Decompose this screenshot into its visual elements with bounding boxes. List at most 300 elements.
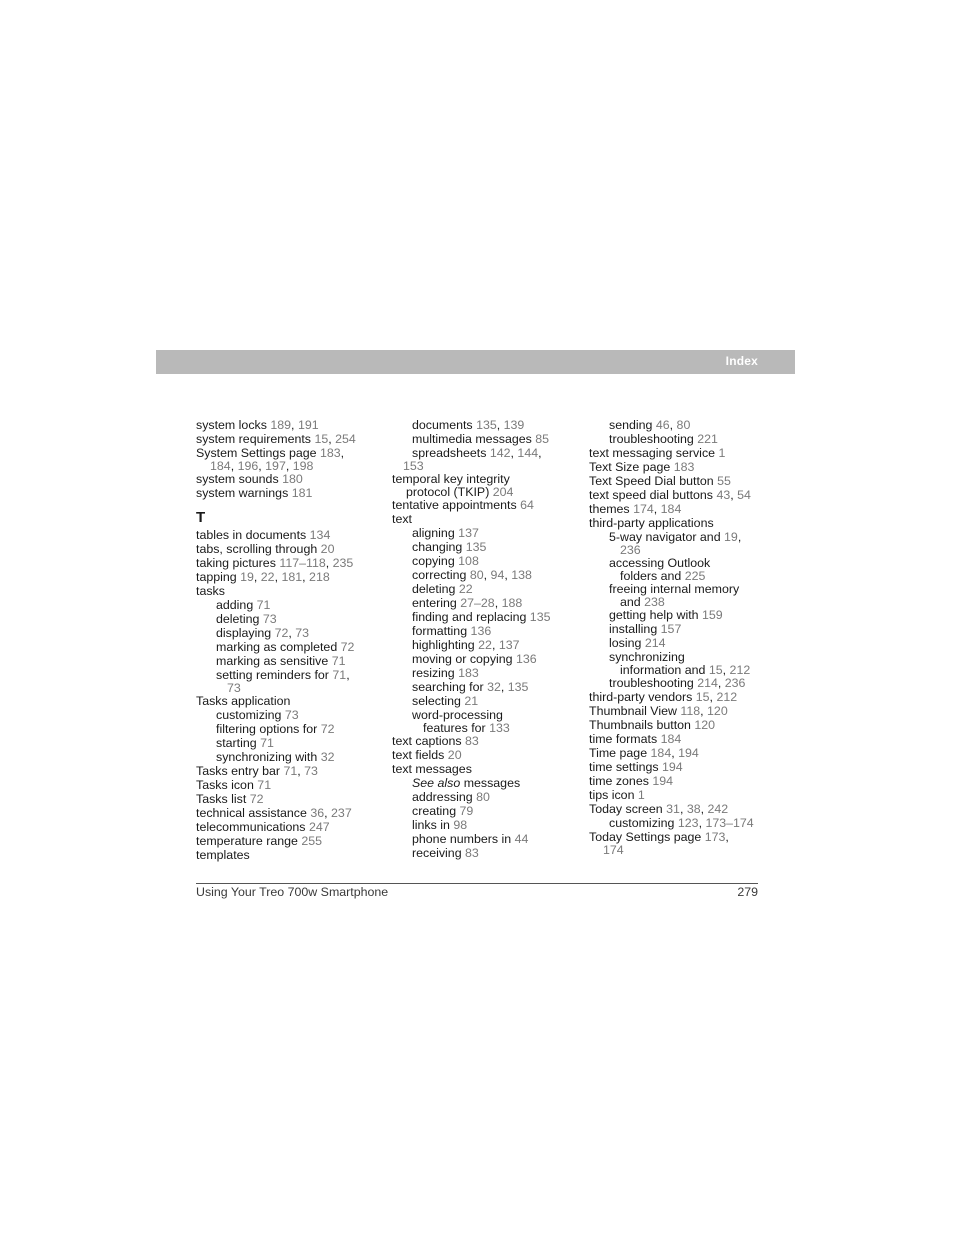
index-entry (196, 764, 381, 778)
entry-term: time formats (589, 732, 661, 746)
footer-book-title: Using Your Treo 700w Smartphone (196, 885, 389, 899)
page-reference: 196 (237, 459, 259, 473)
page-reference: 183 (673, 460, 695, 474)
page-separator: , (494, 596, 502, 610)
page-reference: 83 (465, 734, 479, 748)
entry-term: synchronizing with (216, 750, 321, 764)
entry-term: selecting (412, 694, 465, 708)
entry-term: technical assistance (196, 806, 311, 820)
page-reference: 117–118 (279, 556, 326, 570)
page-reference: 71 (332, 668, 347, 682)
page-separator: , (288, 626, 296, 640)
page-separator: , (346, 668, 350, 682)
entry-term: tips icon (589, 788, 638, 802)
index-entry-continuation (392, 486, 577, 498)
index-entry (196, 694, 381, 708)
index-entry (392, 472, 577, 486)
index-column-2 (392, 418, 577, 860)
entry-term: spreadsheets (412, 446, 490, 460)
index-entry (589, 704, 774, 718)
index-entry (196, 806, 381, 820)
entry-term: multimedia messages (412, 432, 536, 446)
page-reference: 123 (677, 816, 699, 830)
entry-term: system requirements (196, 432, 315, 446)
index-entry (196, 778, 381, 792)
page-reference: 83 (465, 846, 479, 860)
page-reference: 133 (489, 721, 510, 735)
page-reference: 184 (660, 732, 682, 746)
index-entry (589, 788, 774, 802)
index-subentry (392, 540, 577, 554)
entry-term: getting help with (609, 608, 702, 622)
page-reference: 236 (620, 543, 641, 557)
index-subentry (196, 612, 381, 626)
footer-page-number: 279 (737, 885, 758, 899)
page-separator: , (698, 816, 706, 830)
entry-term: Today Settings page (589, 830, 705, 844)
entry-term: highlighting (412, 638, 479, 652)
page-reference: 32 (320, 750, 335, 764)
page-reference: 1 (718, 446, 726, 460)
page-reference: 19 (240, 570, 254, 584)
entry-term: Thumbnail View (589, 704, 681, 718)
page-reference: 194 (662, 760, 683, 774)
page-reference: 180 (282, 472, 303, 486)
entry-term: time zones (589, 774, 653, 788)
index-subentry (589, 556, 774, 570)
entry-term: text fields (392, 748, 448, 762)
index-entry-continuation (589, 570, 774, 582)
index-entry (589, 732, 774, 746)
index-entry (196, 834, 381, 848)
entry-term: searching for (412, 680, 488, 694)
page-separator: , (700, 802, 708, 816)
index-entry (196, 570, 381, 584)
page-reference: 46 (655, 418, 670, 432)
entry-term: Text Size page (589, 460, 674, 474)
page-reference: 72 (274, 626, 289, 640)
page-reference: 138 (511, 568, 532, 582)
page-reference: 242 (707, 802, 729, 816)
entry-term: starting (216, 736, 261, 750)
entry-term: Today screen (589, 802, 667, 816)
entry-term: text messages (392, 762, 472, 776)
entry-term: adding (216, 598, 257, 612)
section-letter: T (196, 509, 206, 526)
index-entry (589, 460, 774, 474)
page-reference: 189 (270, 418, 292, 432)
page-reference: 198 (292, 459, 314, 473)
entry-term: system warnings (196, 486, 292, 500)
page-separator: , (730, 488, 738, 502)
page-reference: 20 (320, 542, 335, 556)
entry-term: text (392, 512, 412, 526)
page-reference: 135 (465, 540, 487, 554)
page-reference: 80 (676, 418, 691, 432)
entry-term: Thumbnails button (589, 718, 695, 732)
index-subentry (196, 736, 381, 750)
entry-term: links in (412, 818, 454, 832)
page-reference: 44 (514, 832, 529, 846)
entry-term: copying (412, 554, 459, 568)
entry-term: receiving (412, 846, 466, 860)
entry-term: messages (463, 776, 521, 790)
entry-term: Tasks application (196, 694, 291, 708)
see-also-label: See also (412, 776, 461, 790)
index-subentry (196, 640, 381, 654)
page-reference: 212 (729, 663, 751, 677)
page-reference: 19 (724, 530, 738, 544)
index-entry (589, 830, 774, 844)
page-reference: 1 (637, 788, 645, 802)
page-reference: 80 (469, 568, 484, 582)
page-separator: , (325, 556, 333, 570)
index-entry (392, 762, 577, 776)
index-entry-continuation (196, 682, 381, 694)
page-separator: , (253, 570, 261, 584)
index-entry (589, 746, 774, 760)
page-reference: 237 (331, 806, 352, 820)
index-entry (196, 418, 381, 432)
entry-term: System Settings page (196, 446, 320, 460)
index-subentry (589, 816, 774, 830)
index-subentry (196, 626, 381, 640)
page-separator: , (725, 830, 729, 844)
entry-term: tasks (196, 584, 225, 598)
index-subentry (589, 418, 774, 432)
entry-term: folders and (620, 569, 685, 583)
entry-term: creating (412, 804, 460, 818)
page-reference: 120 (694, 718, 716, 732)
page-separator: , (722, 663, 730, 677)
index-entry (589, 718, 774, 732)
index-subentry (196, 668, 381, 682)
entry-term: taking pictures (196, 556, 280, 570)
index-entry (392, 734, 577, 748)
entry-term: marking as sensitive (216, 654, 332, 668)
index-entry (196, 792, 381, 806)
index-entry-continuation (392, 722, 577, 734)
page-reference: 218 (309, 570, 330, 584)
page-separator: , (717, 676, 725, 690)
index-subentry (392, 694, 577, 708)
index-column-1 (196, 418, 381, 862)
page-reference: 38 (686, 802, 701, 816)
page-separator: , (510, 446, 518, 460)
entry-term: Tasks list (196, 792, 250, 806)
page-reference: 139 (503, 418, 525, 432)
page-reference: 181 (291, 486, 313, 500)
page-reference: 235 (332, 556, 354, 570)
index-subentry (392, 638, 577, 652)
index-entry (196, 472, 381, 486)
page-reference: 135 (507, 680, 529, 694)
page-separator: , (679, 802, 687, 816)
page-separator: , (483, 568, 491, 582)
index-subentry (196, 654, 381, 668)
index-entry-continuation (196, 460, 381, 472)
page-reference: 85 (535, 432, 550, 446)
page-reference: 174 (603, 843, 624, 857)
entry-term: sending (609, 418, 656, 432)
index-subentry (392, 624, 577, 638)
page-reference: 142 (489, 446, 511, 460)
entry-term: finding and replacing (412, 610, 530, 624)
index-subentry (589, 636, 774, 650)
index-entry (589, 474, 774, 488)
page-reference: 64 (520, 498, 534, 512)
index-entry (196, 446, 381, 460)
page-reference: 204 (492, 485, 514, 499)
page-reference: 181 (281, 570, 303, 584)
entry-term: moving or copying (412, 652, 516, 666)
index-header-bar (156, 350, 795, 374)
index-subentry (589, 608, 774, 622)
index-subentry (196, 598, 381, 612)
page-separator: , (291, 418, 298, 432)
entry-term: Time page (589, 746, 651, 760)
page-reference: 137 (498, 638, 520, 652)
entry-term: marking as completed (216, 640, 341, 654)
entry-term: freeing internal memory (609, 582, 740, 596)
entry-term: documents (412, 418, 477, 432)
index-entry (589, 802, 774, 816)
index-entry (589, 502, 774, 516)
entry-term: entering (412, 596, 461, 610)
page-separator: , (700, 704, 708, 718)
entry-term: information and (620, 663, 709, 677)
page-reference: 73 (295, 626, 310, 640)
page-reference: 73 (304, 764, 318, 778)
page-reference: 236 (724, 676, 746, 690)
page-reference: 184 (210, 459, 231, 473)
page-reference: 36 (310, 806, 325, 820)
page-reference: 255 (301, 834, 323, 848)
page-reference: 71 (257, 778, 272, 792)
entry-term: tentative appointments (392, 498, 521, 512)
index-subentry (392, 790, 577, 804)
entry-term: filtering options for (216, 722, 321, 736)
page-reference: 71 (256, 598, 271, 612)
index-subentry (589, 676, 774, 690)
entry-term: aligning (412, 526, 459, 540)
page-separator: , (737, 530, 742, 544)
index-subentry (392, 554, 577, 568)
page-reference: 32 (487, 680, 501, 694)
index-entry (196, 848, 381, 862)
page-reference: 174 (633, 502, 654, 516)
index-column-3 (589, 418, 774, 856)
page-reference: 184 (660, 502, 682, 516)
index-subentry (392, 818, 577, 832)
page-reference: 136 (516, 652, 537, 666)
entry-term: tapping (196, 570, 241, 584)
page-reference: 20 (447, 748, 462, 762)
entry-term: text speed dial buttons (589, 488, 717, 502)
page-reference: 15 (695, 690, 710, 704)
index-entry (392, 748, 577, 762)
page-separator: , (340, 446, 345, 460)
entry-term: displaying (216, 626, 275, 640)
entry-term: troubleshooting (609, 432, 698, 446)
page-reference: 54 (737, 488, 751, 502)
index-subentry (589, 582, 774, 596)
entry-term: tables in documents (196, 528, 310, 542)
index-entry-continuation (589, 596, 774, 608)
page-reference: 134 (309, 528, 331, 542)
page-reference: 15 (708, 663, 723, 677)
page-reference: 94 (490, 568, 505, 582)
page-reference: 73 (227, 681, 241, 695)
index-subentry (392, 652, 577, 666)
index-subentry (392, 526, 577, 540)
index-subentry (392, 680, 577, 694)
entry-term: addressing (412, 790, 477, 804)
page-reference: 71 (260, 736, 274, 750)
page-separator: , (297, 764, 305, 778)
entry-term: word-processing (412, 708, 503, 722)
entry-term: telecommunications (196, 820, 309, 834)
index-entry-continuation (589, 544, 774, 556)
page-reference: 72 (249, 792, 264, 806)
index-entry (196, 820, 381, 834)
page-reference: 194 (678, 746, 699, 760)
page-reference: 22 (478, 638, 492, 652)
entry-term: temporal key integrity (392, 472, 510, 486)
entry-term: system locks (196, 418, 271, 432)
page-reference: 135 (476, 418, 497, 432)
entry-term: setting reminders for (216, 668, 333, 682)
page-reference: 136 (470, 624, 492, 638)
entry-term: customizing (609, 816, 678, 830)
page-reference: 98 (453, 818, 468, 832)
entry-term: accessing Outlook (609, 556, 711, 570)
page-reference: 71 (331, 654, 346, 668)
index-entry (589, 774, 774, 788)
page-reference: 184 (650, 746, 672, 760)
entry-term: synchronizing (609, 650, 685, 664)
entry-term: phone numbers in (412, 832, 515, 846)
index-entry-continuation (589, 664, 774, 676)
index-subentry (589, 622, 774, 636)
page-reference: 118 (680, 704, 701, 718)
entry-term: and (620, 595, 645, 609)
page-separator: , (653, 502, 661, 516)
page-separator: , (285, 459, 293, 473)
page-reference: 15 (314, 432, 329, 446)
entry-term: features for (423, 721, 490, 735)
index-subentry (392, 846, 577, 860)
index-subentry (392, 582, 577, 596)
page-reference: 188 (501, 596, 523, 610)
index-entry (589, 516, 774, 530)
index-entry (392, 498, 577, 512)
index-subentry (589, 530, 774, 544)
index-entry (589, 488, 774, 502)
page-reference: 135 (529, 610, 551, 624)
page-separator: , (500, 680, 508, 694)
entry-term: changing (412, 540, 466, 554)
page-reference: 173–174 (705, 816, 754, 830)
entry-term: troubleshooting (609, 676, 698, 690)
index-subentry (589, 432, 774, 446)
page-reference: 159 (702, 608, 723, 622)
page-reference: 144 (517, 446, 539, 460)
index-subentry (196, 708, 381, 722)
page-reference: 43 (716, 488, 731, 502)
index-entry-continuation (392, 460, 577, 472)
page-separator: , (328, 432, 336, 446)
index-entry (589, 690, 774, 704)
index-subentry (392, 804, 577, 818)
entry-term: Text Speed Dial button (589, 474, 718, 488)
page-reference: 153 (403, 459, 424, 473)
page-reference: 31 (666, 802, 680, 816)
page-reference: 214 (697, 676, 718, 690)
page-reference: 197 (265, 459, 286, 473)
entry-term: text messaging service (589, 446, 719, 460)
page-reference: 183 (458, 666, 479, 680)
page-reference: 254 (335, 432, 356, 446)
index-subentry (392, 432, 577, 446)
index-entry (589, 446, 774, 460)
index-subentry (392, 666, 577, 680)
entry-term: correcting (412, 568, 470, 582)
index-subentry (392, 610, 577, 624)
page-reference: 221 (697, 432, 718, 446)
index-subentry (589, 650, 774, 664)
index-entry-continuation (589, 844, 774, 856)
index-subentry (196, 750, 381, 764)
page-separator: , (274, 570, 282, 584)
index-subentry (392, 568, 577, 582)
page-reference: 21 (464, 694, 479, 708)
page-separator: , (496, 418, 504, 432)
entry-term: Tasks icon (196, 778, 258, 792)
page-separator: , (538, 446, 542, 460)
index-subentry (392, 708, 577, 722)
entry-term: losing (609, 636, 645, 650)
index-entry (196, 528, 381, 542)
page-reference: 22 (260, 570, 275, 584)
page-reference: 238 (644, 595, 665, 609)
page-separator: , (491, 638, 499, 652)
index-subentry (196, 722, 381, 736)
page-separator: , (669, 418, 677, 432)
page-reference: 72 (340, 640, 355, 654)
page-reference: 173 (704, 830, 726, 844)
page-reference: 72 (320, 722, 335, 736)
entry-term: text captions (392, 734, 466, 748)
entry-term: deleting (412, 582, 459, 596)
page-separator: , (709, 690, 717, 704)
page-reference: 194 (652, 774, 674, 788)
page-reference: 79 (459, 804, 474, 818)
page-reference: 183 (319, 446, 341, 460)
page-reference: 73 (262, 612, 277, 626)
entry-term: installing (609, 622, 661, 636)
index-subentry (392, 596, 577, 610)
index-entry (196, 432, 381, 446)
page-separator: , (258, 459, 266, 473)
page-separator: , (671, 746, 679, 760)
entry-term: Tasks entry bar (196, 764, 284, 778)
page-reference: 214 (644, 636, 666, 650)
index-subentry (392, 418, 577, 432)
page-reference: 157 (660, 622, 682, 636)
entry-term: protocol (TKIP) (406, 485, 493, 499)
entry-term: formatting (412, 624, 471, 638)
